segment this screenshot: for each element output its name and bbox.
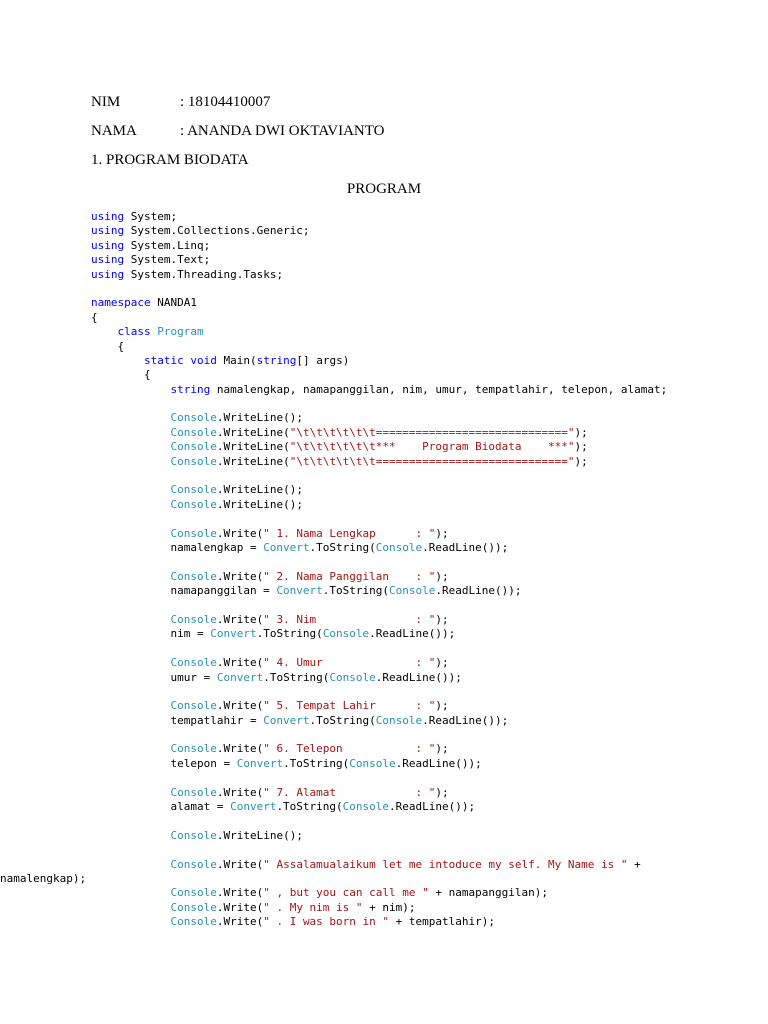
code-line xyxy=(91,440,761,454)
code-line xyxy=(91,268,761,282)
code-line xyxy=(91,210,761,224)
code-text: ); xyxy=(574,454,588,468)
code-type: Console xyxy=(170,526,217,540)
code-line xyxy=(91,368,761,382)
code-line xyxy=(91,858,761,872)
code-line xyxy=(91,671,761,685)
code-type: Convert xyxy=(230,800,277,814)
code-keyword: using xyxy=(91,238,125,252)
code-line xyxy=(91,239,761,253)
code-text: System.Collections.Generic; xyxy=(124,224,310,238)
code-text: .WriteLine( xyxy=(216,454,290,468)
code-text xyxy=(91,786,170,799)
code-text: .Write( xyxy=(216,900,264,914)
code-text: .ReadLine()); xyxy=(369,627,456,641)
code-text xyxy=(91,613,170,626)
code-text xyxy=(91,886,170,899)
code-line xyxy=(91,599,761,613)
code-block xyxy=(0,210,761,930)
nama-label: NAMA xyxy=(91,123,137,139)
code-text: .WriteLine( xyxy=(216,425,290,439)
code-keyword: using xyxy=(91,210,125,223)
code-text: ); xyxy=(435,569,449,583)
code-type: Console xyxy=(170,857,217,871)
code-text: System.Linq; xyxy=(124,238,211,252)
code-text: .Write( xyxy=(216,785,264,799)
code-text: { xyxy=(91,310,98,324)
code-type: Console xyxy=(375,540,423,554)
code-line xyxy=(91,613,761,627)
code-line xyxy=(91,742,761,756)
code-line xyxy=(91,771,761,785)
code-line xyxy=(91,728,761,742)
code-text: tempatlahir = xyxy=(91,713,264,727)
code-type: Console xyxy=(322,627,370,641)
code-line xyxy=(91,455,761,469)
code-type: Console xyxy=(170,497,217,511)
code-text: nim = xyxy=(91,627,211,641)
code-line xyxy=(0,872,761,886)
code-text xyxy=(91,498,170,511)
code-text: .ReadLine()); xyxy=(435,584,522,598)
code-text: { xyxy=(91,339,125,353)
code-text xyxy=(91,455,170,468)
code-string: " , but you can call me " xyxy=(263,886,429,900)
code-line xyxy=(91,469,761,483)
code-text: .Write( xyxy=(216,699,264,713)
nama-row xyxy=(91,123,385,140)
nim-value: : 18104410007 xyxy=(180,94,271,110)
code-type: Console xyxy=(170,440,217,454)
code-line xyxy=(91,800,761,814)
code-keyword: static xyxy=(143,353,184,367)
code-text: .ReadLine()); xyxy=(422,713,509,727)
code-type: Console xyxy=(170,742,217,756)
code-line xyxy=(91,786,761,800)
code-string: " 2. Nama Panggilan : " xyxy=(263,569,436,583)
code-text: + nim); xyxy=(362,900,416,914)
code-string: "\t\t\t\t\t\t*** Program Biodata ***" xyxy=(289,440,575,454)
code-text xyxy=(91,829,170,842)
code-keyword: string xyxy=(256,353,297,367)
code-line xyxy=(91,584,761,598)
code-type: Convert xyxy=(216,670,264,684)
code-type: Console xyxy=(170,483,217,497)
code-text: .ToString( xyxy=(256,627,323,641)
code-text: .ReadLine()); xyxy=(389,800,476,814)
code-line xyxy=(91,699,761,713)
code-text: .ReadLine()); xyxy=(422,540,509,554)
nim-label: NIM xyxy=(91,94,121,110)
code-line xyxy=(91,325,761,339)
code-line xyxy=(91,627,761,641)
code-text xyxy=(91,483,170,496)
code-line xyxy=(91,512,761,526)
code-type: Console xyxy=(170,612,217,626)
code-text: Main( xyxy=(216,353,257,367)
code-text: ); xyxy=(435,785,449,799)
code-type: Convert xyxy=(236,756,284,770)
code-text: .Write( xyxy=(216,612,264,626)
code-type: Console xyxy=(389,584,436,598)
code-line xyxy=(91,555,761,569)
code-text: .ReadLine()); xyxy=(375,670,462,684)
code-line xyxy=(91,814,761,828)
code-text: .Write( xyxy=(216,886,264,900)
code-text xyxy=(91,858,170,871)
code-line xyxy=(91,570,761,584)
code-line xyxy=(91,282,761,296)
program-title: PROGRAM xyxy=(346,181,422,197)
code-keyword: namespace xyxy=(91,296,151,310)
code-text xyxy=(91,440,170,453)
code-line xyxy=(91,426,761,440)
code-line xyxy=(91,311,761,325)
code-type: Console xyxy=(375,713,423,727)
code-string: " . My nim is " xyxy=(263,900,363,914)
code-text xyxy=(91,656,170,669)
code-text: namalengkap = xyxy=(91,540,264,554)
code-text: .Write( xyxy=(216,569,264,583)
code-line xyxy=(91,901,761,915)
code-string: " 4. Umur : " xyxy=(263,656,436,670)
code-line xyxy=(91,224,761,238)
code-text: { xyxy=(91,368,151,382)
code-keyword: string xyxy=(170,382,211,396)
code-type: Console xyxy=(329,670,376,684)
code-line xyxy=(91,656,761,670)
code-line xyxy=(91,685,761,699)
code-type: Convert xyxy=(263,713,310,727)
code-text: ); xyxy=(574,440,588,454)
code-line xyxy=(91,527,761,541)
code-type: Convert xyxy=(276,584,323,598)
code-string: " 7. Alamat : " xyxy=(263,785,436,799)
code-text: .ToString( xyxy=(309,540,376,554)
code-text: .Write( xyxy=(216,915,264,929)
code-text xyxy=(91,354,144,367)
code-text: .WriteLine(); xyxy=(216,483,303,497)
code-text: namalengkap, namapanggilan, nim, umur, tempatlahir, telepon, alamat; xyxy=(210,382,668,396)
code-type: Convert xyxy=(210,627,257,641)
code-line xyxy=(91,383,761,397)
code-text: [] args) xyxy=(296,353,350,367)
code-text xyxy=(91,383,170,396)
code-line xyxy=(91,541,761,555)
code-type: Convert xyxy=(263,540,310,554)
code-string: " 5. Tempat Lahir : " xyxy=(263,699,436,713)
code-type: Console xyxy=(170,915,217,929)
code-line xyxy=(91,498,761,512)
code-text: ); xyxy=(574,425,588,439)
code-type: Console xyxy=(170,886,217,900)
code-text: telepon = xyxy=(91,756,237,770)
code-text xyxy=(91,742,170,755)
code-string: "\t\t\t\t\t\t=============================" xyxy=(289,454,575,468)
code-text: .WriteLine(); xyxy=(216,828,303,842)
code-text: System.Text; xyxy=(124,253,211,267)
code-text: + namapanggilan); xyxy=(428,886,548,900)
code-type: Console xyxy=(342,800,390,814)
code-line xyxy=(91,354,761,368)
code-text: .WriteLine( xyxy=(216,440,290,454)
code-line xyxy=(91,757,761,771)
code-text: .Write( xyxy=(216,656,264,670)
code-keyword: using xyxy=(91,267,125,281)
code-type: Console xyxy=(170,785,217,799)
code-text xyxy=(91,699,170,712)
code-line xyxy=(91,483,761,497)
section-heading: 1. PROGRAM BIODATA xyxy=(91,152,249,168)
code-text: namapanggilan = xyxy=(91,584,277,598)
code-line xyxy=(91,296,761,310)
code-text: .ReadLine()); xyxy=(395,756,482,770)
code-type: Console xyxy=(170,828,217,842)
code-text: + xyxy=(627,857,641,871)
code-text: namalengkap); xyxy=(0,871,87,885)
code-line xyxy=(91,253,761,267)
code-line xyxy=(91,886,761,900)
code-line xyxy=(91,340,761,354)
code-text: alamat = xyxy=(91,800,231,814)
code-keyword: void xyxy=(190,353,217,367)
code-text xyxy=(91,901,170,914)
code-type: Console xyxy=(170,656,217,670)
code-line xyxy=(91,714,761,728)
code-line xyxy=(91,829,761,843)
code-type: Console xyxy=(170,411,217,425)
code-text: .Write( xyxy=(216,742,264,756)
code-text xyxy=(91,527,170,540)
code-type: Console xyxy=(170,454,217,468)
code-text: .ToString( xyxy=(309,713,376,727)
code-string: " . I was born in " xyxy=(263,915,390,929)
code-string: " 1. Nama Lengkap : " xyxy=(263,526,436,540)
code-line xyxy=(91,843,761,857)
code-type: Console xyxy=(349,756,396,770)
code-type: Console xyxy=(170,900,217,914)
code-text: .Write( xyxy=(216,857,264,871)
code-keyword: class xyxy=(117,325,151,339)
code-text: .WriteLine(); xyxy=(216,497,303,511)
code-text: .ToString( xyxy=(263,670,330,684)
code-type: Console xyxy=(170,425,217,439)
code-keyword: using xyxy=(91,253,125,267)
code-text xyxy=(91,570,170,583)
nama-value: : ANANDA DWI OKTAVIANTO xyxy=(180,123,385,139)
code-text: .WriteLine(); xyxy=(216,411,303,425)
code-keyword: using xyxy=(91,224,125,238)
code-text xyxy=(91,411,170,424)
code-text: ); xyxy=(435,742,449,756)
code-type: Console xyxy=(170,569,217,583)
code-text: + tempatlahir); xyxy=(389,915,496,929)
code-text: System.Threading.Tasks; xyxy=(124,267,284,281)
code-string: "\t\t\t\t\t\t=============================" xyxy=(289,425,575,439)
code-text xyxy=(91,915,170,928)
code-line xyxy=(91,642,761,656)
code-text xyxy=(91,325,118,338)
code-line xyxy=(91,397,761,411)
code-type: Program xyxy=(157,325,204,339)
code-text: ); xyxy=(435,699,449,713)
code-type: Console xyxy=(170,699,217,713)
code-text: umur = xyxy=(91,670,217,684)
code-text: .Write( xyxy=(216,526,264,540)
code-line xyxy=(91,411,761,425)
code-text: System; xyxy=(124,210,178,223)
code-text: .ToString( xyxy=(283,756,350,770)
code-text: NANDA1 xyxy=(150,296,197,310)
code-text: ); xyxy=(435,526,449,540)
code-string: " 3. Nim : " xyxy=(263,612,436,626)
code-string: " 6. Telepon : " xyxy=(263,742,436,756)
code-text: ); xyxy=(435,612,449,626)
code-text: .ToString( xyxy=(322,584,390,598)
code-text: .ToString( xyxy=(276,800,343,814)
code-text xyxy=(91,426,170,439)
code-line xyxy=(91,915,761,929)
code-text: ); xyxy=(435,656,449,670)
nim-row xyxy=(91,94,270,111)
code-string: " Assalamualaikum let me intoduce my self. My Name is " xyxy=(263,857,628,871)
